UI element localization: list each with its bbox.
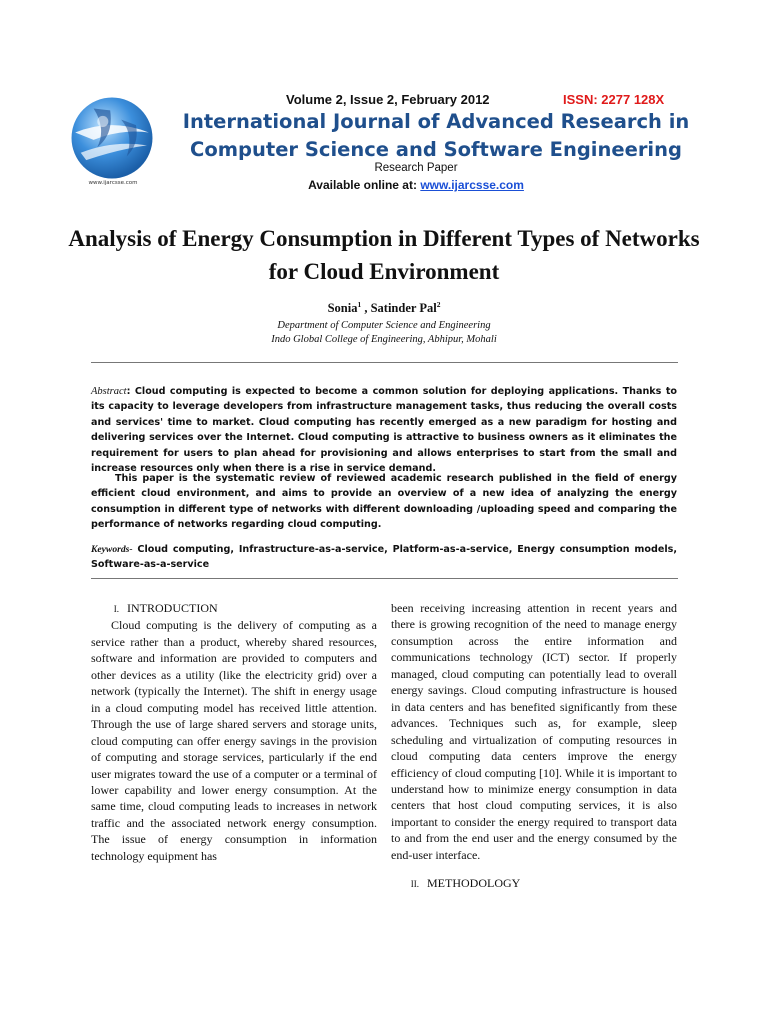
available-online (226, 178, 606, 192)
abstract-label: Abstract (91, 386, 127, 397)
journal-title: International Journal of Advanced Research in Computer Science and Software Engineering (182, 110, 690, 161)
available-label: Available online at: (308, 178, 417, 192)
section-title: INTRODUCTION (127, 601, 218, 615)
abstract-text: : Cloud computing is expected to become a common solution for deploying applications. Thanks to its capacity to leverage developers from infrastructure management tasks, thus reducing the overall costs and services' time to market. Cloud computing has recently emerged as a new paradigm for hosting and delivering services over the Internet. Cloud computing is attractive to business owners as it eliminates the requirement for users to plan ahead for provisioning and allows enterprises to start from the small and increase resources only when there is a rise in service demand. (91, 386, 677, 475)
paper-type: Research Paper (374, 162, 458, 174)
journal-link[interactable]: www.ijarcsse.com (420, 178, 524, 192)
logo-url: www.ijarcsse.com (88, 180, 138, 186)
section-heading-introduction (91, 600, 377, 617)
author-1-affil-mark: 1 (357, 300, 362, 309)
section-number: II. (410, 879, 419, 890)
keywords (91, 542, 677, 573)
authors (184, 300, 584, 316)
author-2-affil-mark: 2 (436, 300, 441, 309)
affiliation-institution: Indo Global College of Engineering, Abhipur, Mohali (271, 334, 497, 345)
left-column (91, 600, 377, 864)
section-number: I. (113, 604, 119, 614)
abstract-paragraph-2: This paper is the systematic review of reviewed academic research published in the field of energy efficient cloud environment, and aims to provide an overview of a new idea of analyzing the energy consumption in different type of networks with different downloading /uploading speed and comparing the performance of networks regarding cloud computing. (91, 473, 677, 531)
abstract-paragraph (91, 384, 677, 476)
issn: ISSN: 2277 128X (563, 92, 665, 107)
abstract-bottom-rule (91, 578, 678, 579)
author-separator: , (361, 301, 371, 316)
section-heading-methodology (391, 875, 677, 892)
right-column (391, 600, 677, 893)
author-1: Sonia (327, 301, 358, 316)
author-2: Satinder Pal (370, 301, 437, 316)
keywords-label: Keywords- (91, 544, 133, 555)
globe-logo-icon (66, 92, 158, 184)
intro-paragraph-continued: been receiving increasing attention in recent years and there is growing recognition of the need to manage energy consumption across the entire information and communications technology (ICT) sector. If properly managed, cloud computing can potentially lead to overall energy savings. Cloud computing infrastructure is housed in data centers and has benefited significantly from these advances. Techniques such as, for example, sleep scheduling and virtualization of computing resources in cloud computing data centers improve the energy efficiency of cloud computing [10]. While it is important to understand how to minimize energy consumption in data centers that host cloud computing services, it is also important to consider the energy required to transport data to and from the end user and the energy consumed by the end-user interface. (391, 601, 677, 862)
volume-info: Volume 2, Issue 2, February 2012 (286, 92, 490, 107)
paper-title: Analysis of Energy Consumption in Different Types of Networks for Cloud Environment (68, 226, 700, 284)
intro-paragraph: Cloud computing is the delivery of computing as a service rather than a product, whereby shared resources, software and information are provided to computers and other devices as a utility (like the electricity grid) over a network (typically the Internet). The shift in energy usage in a cloud computing model has received little attention. Through the use of large shared servers and storage units, cloud computing can offer energy savings in the provision of computing and storage services, particularly if the end user migrates toward the use of a computer or a terminal of lower capability and lower energy consumption. At the same time, cloud computing leads to increases in network traffic and the associated network energy consumption. The issue of energy consumption in information technology equipment has (91, 618, 377, 863)
keywords-text: Cloud computing, Infrastructure-as-a-service, Platform-as-a-service, Energy consumption models, Software-as-a-service (91, 544, 677, 571)
affiliation-department: Department of Computer Science and Engineering (277, 320, 491, 331)
abstract-top-rule (91, 362, 678, 363)
section-title: METHODOLOGY (427, 876, 521, 891)
